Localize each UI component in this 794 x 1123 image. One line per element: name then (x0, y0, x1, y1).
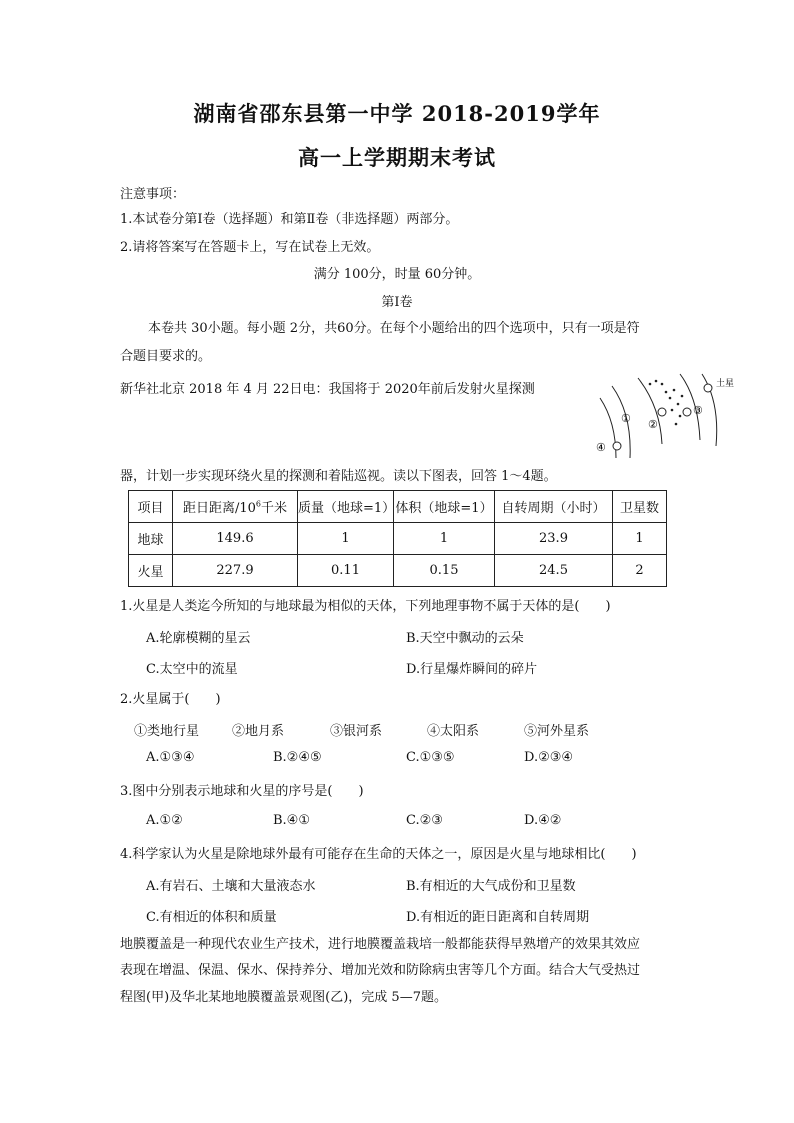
q1-option-d: D.行星爆炸瞬间的碎片 (406, 662, 538, 677)
saturn-planet-icon (704, 384, 712, 392)
diagram-label-3: ③ (693, 404, 703, 417)
q1-option-c: C.太空中的流星 (146, 662, 238, 677)
table-cell: 2 (613, 555, 667, 587)
table-cell: 1 (613, 523, 667, 555)
passage1-line1: 新华社北京 2018 年 4 月 22日电：我国将于 2020年前后发射火星探测 (120, 382, 535, 397)
q1-option-a: A.轮廓模糊的星云 (146, 631, 251, 646)
table-header-cell: 自转周期（小时） (495, 491, 613, 523)
exam-title-line2: 高一上学期期末考试 (298, 145, 496, 170)
q3-option-c: C.②③ (406, 813, 443, 828)
q3-option-d: D.④② (524, 813, 562, 828)
q3-option-b: B.④① (273, 813, 310, 828)
table-cell: 0.15 (394, 555, 495, 587)
q2-item-2: ②地月系 (232, 724, 285, 739)
planet-marker-icon (613, 442, 621, 450)
q4-stem: 4.科学家认为火星是除地球外最有可能存在生命的天体之一，原因是火星与地球相比( ) (120, 847, 637, 862)
table-cell: 1 (298, 523, 394, 555)
table-header-cell: 项目 (129, 491, 173, 523)
section-title: 第Ⅰ卷 (381, 295, 413, 310)
table-header-cell: 卫星数 (613, 491, 667, 523)
table-cell: 24.5 (495, 555, 613, 587)
score-time: 满分 100分，时量 60分钟。 (313, 267, 481, 282)
orbit-diagram (590, 372, 740, 458)
q2-option-c: C.①③⑤ (406, 750, 455, 765)
passage2-line3: 程图(甲)及华北某地地膜覆盖景观图(乙)，完成 5—7题。 (120, 990, 447, 1005)
q2-option-d: D.②③④ (524, 750, 574, 765)
table-cell: 23.9 (495, 523, 613, 555)
exam-title-line1: 湖南省邵东县第一中学 2018-2019学年 (193, 101, 601, 126)
table-cell: 227.9 (173, 555, 298, 587)
table-header-cell: 体积（地球=1） (394, 491, 495, 523)
q2-option-a: A.①③④ (146, 750, 195, 765)
table-cell: 火星 (129, 555, 173, 587)
notes-item-1: 1.本试卷分第Ⅰ卷（选择题）和第Ⅱ卷（非选择题）两部分。 (120, 212, 459, 227)
diagram-label-4: ④ (596, 441, 606, 454)
q2-item-4: ④太阳系 (427, 724, 480, 739)
table-cell: 149.6 (173, 523, 298, 555)
section-intro-line2: 合题目要求的。 (120, 349, 212, 364)
diagram-label-1: ① (621, 412, 631, 425)
planet-marker-icon (683, 408, 691, 416)
q4-option-a: A.有岩石、土壤和大量液态水 (146, 879, 316, 894)
q4-option-c: C.有相近的体积和质量 (146, 910, 277, 925)
table-cell: 0.11 (298, 555, 394, 587)
notes-item-2: 2.请将答案写在答题卡上，写在试卷上无效。 (120, 240, 380, 255)
q4-option-b: B.有相近的大气成份和卫星数 (406, 879, 576, 894)
q2-item-3: ③银河系 (330, 724, 383, 739)
q2-item-5: ⑤河外星系 (524, 724, 590, 739)
planet-data-table (128, 490, 667, 587)
passage2-line1: 地膜覆盖是一种现代农业生产技术，进行地膜覆盖栽培一般都能获得早熟增产的效果其效应 (120, 937, 641, 952)
q1-option-b: B.天空中飘动的云朵 (406, 631, 524, 646)
table-header-cell: 距日距离$/10^6$千米 (173, 491, 298, 523)
q2-stem: 2.火星属于( ) (120, 692, 221, 707)
section-intro-line1: 本卷共 30小题。每小题 2分，共60分。在每个小题给出的四个选项中，只有一项是符 (148, 321, 640, 336)
diagram-planet-label: 土星 (716, 379, 735, 389)
table-row (129, 555, 667, 587)
passage2-line2: 表现在增温、保温、保水、保持养分、增加光效和防除病虫害等几个方面。结合大气受热过 (120, 963, 641, 978)
diagram-label-2: ② (648, 418, 658, 431)
passage1-line2: 器，计划一步实现环绕火星的探测和着陆巡视。读以下图表，回答 1～4题。 (120, 469, 557, 484)
table-header-cell: 质量（地球=1） (298, 491, 394, 523)
notes-heading: 注意事项： (120, 187, 186, 202)
q1-stem: 1.火星是人类迄今所知的与地球最为相似的天体，下列地理事物不属于天体的是( ) (120, 599, 611, 614)
planet-marker-icon (658, 408, 666, 416)
table-cell: 地球 (129, 523, 173, 555)
table-header-row (129, 491, 667, 523)
table-row (129, 523, 667, 555)
q3-stem: 3.图中分别表示地球和火星的序号是( ) (120, 784, 364, 799)
q4-option-d: D.有相近的距日距离和自转周期 (406, 910, 590, 925)
q2-option-b: B.②④⑤ (273, 750, 322, 765)
q2-item-1: ①类地行星 (134, 724, 200, 739)
q3-option-a: A.①② (146, 813, 183, 828)
table-cell: 1 (394, 523, 495, 555)
